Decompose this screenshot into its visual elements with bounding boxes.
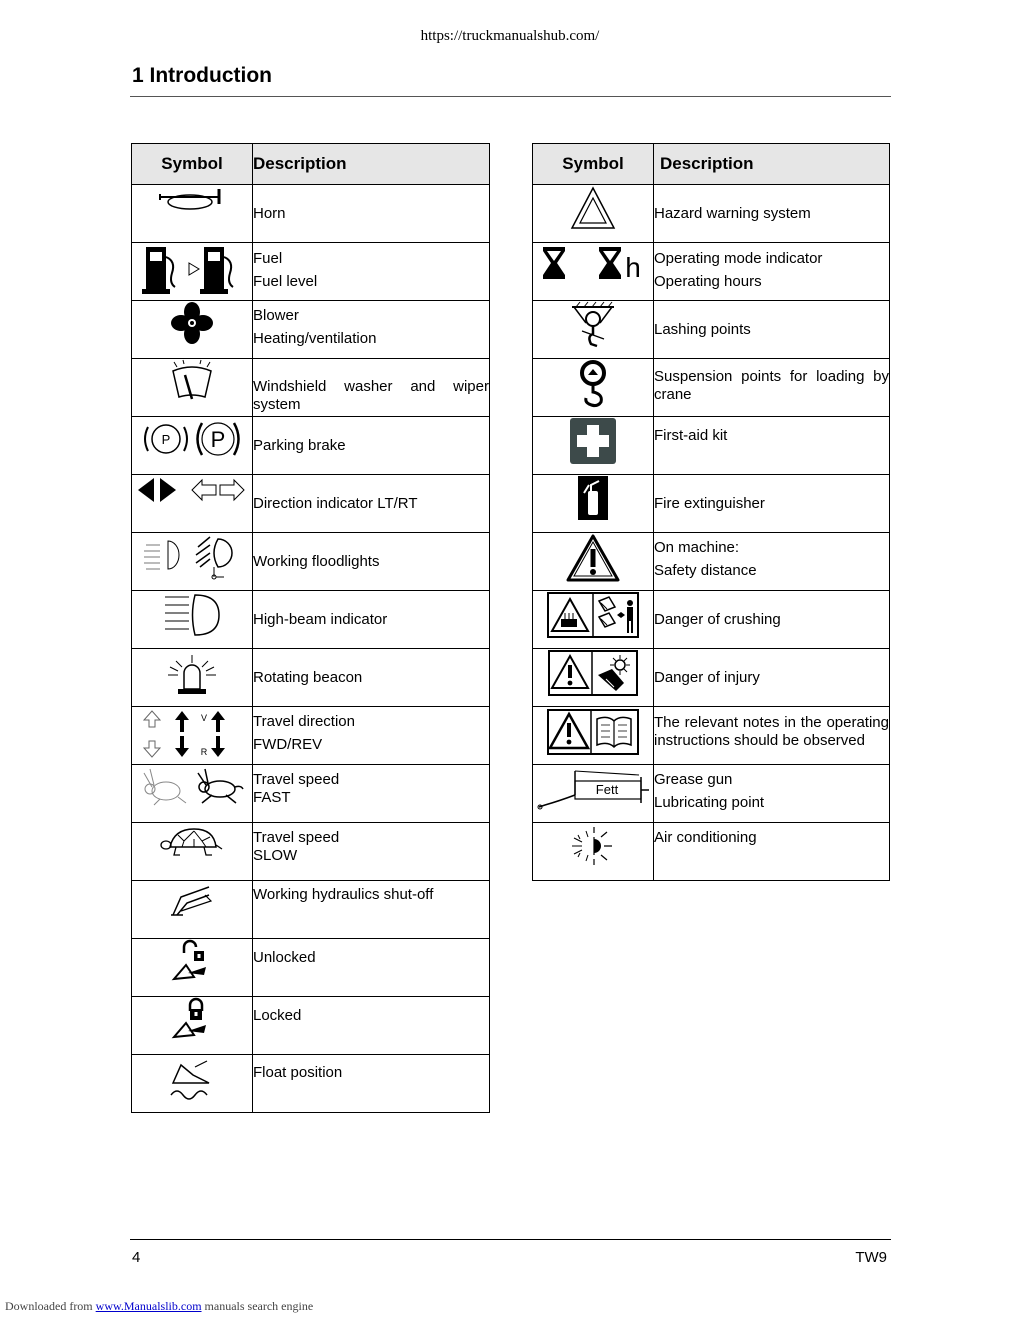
column-header-description: Description xyxy=(654,144,890,185)
description-cell xyxy=(654,417,890,475)
symbol-cell xyxy=(533,359,654,417)
symbol-cell xyxy=(533,533,654,591)
table-row xyxy=(132,417,490,475)
column-header-symbol: Symbol xyxy=(533,144,654,185)
table-row xyxy=(132,243,490,301)
table-row xyxy=(533,765,890,823)
table-row xyxy=(132,881,490,939)
footer-divider xyxy=(130,1239,891,1240)
description-line: Fuel level xyxy=(253,273,318,290)
description-line: Air conditioning xyxy=(654,829,757,846)
travel-direction-icon xyxy=(142,707,242,761)
symbol-cell xyxy=(533,707,654,765)
description-line: FWD/REV xyxy=(253,736,323,753)
description-line: Working hydraulics shut-off xyxy=(253,886,434,903)
table-header-row xyxy=(132,144,490,185)
description-cell xyxy=(654,475,890,533)
grease-gun-icon xyxy=(535,765,651,815)
symbol-cell xyxy=(132,997,253,1055)
description-cell xyxy=(654,823,890,881)
crushing-danger-icon xyxy=(547,591,639,639)
description-line: Operating hours xyxy=(654,273,762,290)
description-line: Unlocked xyxy=(253,949,316,966)
description-line: Windshield washer and wiper system xyxy=(253,378,489,413)
symbol-cell xyxy=(132,649,253,707)
description-line: Parking brake xyxy=(253,436,346,454)
symbol-cell xyxy=(533,649,654,707)
table-row xyxy=(132,765,490,823)
description-cell xyxy=(253,765,490,823)
description-line: Safety distance xyxy=(654,562,757,579)
crane-hook-icon xyxy=(576,359,610,409)
description-line: Locked xyxy=(253,1007,302,1024)
table-row xyxy=(132,591,490,649)
rabbit-icon xyxy=(138,765,246,809)
table-row xyxy=(533,301,890,359)
read-manual-icon xyxy=(547,707,639,757)
description-line: On machine: xyxy=(654,539,740,556)
fuel-icon xyxy=(142,243,242,297)
working-floodlight-icon xyxy=(142,533,242,581)
description-cell xyxy=(654,649,890,707)
description-cell xyxy=(253,301,490,359)
symbol-cell xyxy=(533,185,654,243)
symbol-cell xyxy=(132,707,253,765)
description-cell xyxy=(253,1055,490,1113)
description-cell xyxy=(253,185,490,243)
symbol-cell xyxy=(533,417,654,475)
table-row xyxy=(132,185,490,243)
symbol-cell xyxy=(132,475,253,533)
symbol-cell xyxy=(132,533,253,591)
air-conditioning-icon xyxy=(570,823,616,869)
description-cell xyxy=(253,243,490,301)
description-line: Lashing points xyxy=(654,320,751,338)
description-cell xyxy=(654,765,890,823)
description-line: Fire extinguisher xyxy=(654,494,765,512)
windshield-wiper-icon xyxy=(167,359,217,409)
symbol-table-left xyxy=(131,143,490,1113)
description-cell xyxy=(253,707,490,765)
description-line: Travel speed xyxy=(253,829,340,846)
description-line: Operating mode indicator xyxy=(654,250,823,267)
symbol-cell xyxy=(132,417,253,475)
unlocked-icon xyxy=(170,939,214,985)
table-header-row xyxy=(533,144,890,185)
description-line: Travel direction xyxy=(253,713,355,730)
title-divider xyxy=(130,96,891,97)
description-line: FAST xyxy=(253,789,291,806)
description-cell xyxy=(654,185,890,243)
description-line: Blower xyxy=(253,307,299,324)
parking-brake-icon xyxy=(142,417,242,461)
grease-gun-label: Fett xyxy=(595,782,619,797)
download-prefix: Downloaded from xyxy=(5,1299,93,1313)
symbol-cell xyxy=(132,939,253,997)
table-row xyxy=(132,997,490,1055)
description-line: Suspension points for loading by crane xyxy=(654,368,889,403)
warning-triangle-icon xyxy=(565,533,621,583)
injury-danger-icon xyxy=(548,649,638,697)
description-cell xyxy=(654,243,890,301)
symbol-table-right xyxy=(532,143,890,881)
description-line: Direction indicator LT/RT xyxy=(253,494,418,512)
float-position-icon xyxy=(167,1055,217,1101)
symbol-cell xyxy=(132,359,253,417)
hourglass-icon xyxy=(541,243,645,283)
symbol-cell xyxy=(533,591,654,649)
page-title: 1 Introduction xyxy=(132,64,272,87)
table-row xyxy=(533,707,890,765)
symbol-cell xyxy=(533,765,654,823)
description-line: Fuel xyxy=(253,250,283,267)
table-row xyxy=(533,185,890,243)
model-name: TW9 xyxy=(855,1249,887,1266)
description-cell xyxy=(654,533,890,591)
symbol-cell xyxy=(533,301,654,359)
description-line: Heating/ventilation xyxy=(253,330,377,347)
column-header-symbol: Symbol xyxy=(132,144,253,185)
symbol-cell xyxy=(132,243,253,301)
table-row xyxy=(132,707,490,765)
direction-indicator-icon xyxy=(136,475,248,505)
description-cell xyxy=(253,475,490,533)
manualslib-link[interactable]: www.Manualslib.com xyxy=(95,1299,202,1313)
table-row xyxy=(132,1055,490,1113)
description-line: Rotating beacon xyxy=(253,668,363,686)
symbol-cell xyxy=(132,301,253,359)
description-cell xyxy=(654,301,890,359)
symbol-cell xyxy=(533,475,654,533)
table-row xyxy=(533,533,890,591)
table-row xyxy=(132,359,490,417)
horn-icon xyxy=(157,185,227,215)
description-cell xyxy=(654,591,890,649)
description-cell xyxy=(654,707,890,765)
description-line: SLOW xyxy=(253,847,298,864)
table-row xyxy=(132,475,490,533)
description-line: Horn xyxy=(253,204,286,222)
description-line: Danger of injury xyxy=(654,668,760,686)
description-line: Float position xyxy=(253,1064,343,1081)
description-cell xyxy=(253,823,490,881)
description-line: The relevant notes in the operating instructions should be observed xyxy=(654,714,889,749)
description-cell xyxy=(253,533,490,591)
download-suffix: manuals search engine xyxy=(204,1299,314,1313)
fire-extinguisher-icon xyxy=(577,475,609,521)
description-cell xyxy=(654,359,890,417)
blower-fan-icon xyxy=(170,301,214,345)
turtle-icon xyxy=(160,823,224,861)
description-line: First-aid kit xyxy=(654,427,728,444)
description-cell xyxy=(253,997,490,1055)
first-aid-kit-icon xyxy=(569,417,617,465)
table-row xyxy=(132,649,490,707)
page-number: 4 xyxy=(132,1249,141,1266)
table-row xyxy=(132,823,490,881)
table-row xyxy=(132,939,490,997)
svg-text:P: P xyxy=(210,427,226,452)
high-beam-icon xyxy=(161,591,223,639)
hours-letter: h xyxy=(625,252,641,283)
table-row xyxy=(533,649,890,707)
column-header-description: Description xyxy=(253,144,490,185)
description-cell xyxy=(253,591,490,649)
description-line: Hazard warning system xyxy=(654,204,811,222)
description-line: Grease gun xyxy=(654,771,733,788)
symbol-cell xyxy=(132,881,253,939)
table-row xyxy=(533,475,890,533)
description-cell xyxy=(253,359,490,417)
hazard-warning-icon xyxy=(569,185,617,231)
description-cell xyxy=(253,939,490,997)
description-cell xyxy=(253,881,490,939)
download-note xyxy=(5,1299,313,1314)
description-line: Working floodlights xyxy=(253,552,380,570)
locked-icon xyxy=(170,997,214,1043)
svg-text:P: P xyxy=(161,432,171,447)
forward-letter: V xyxy=(200,713,208,723)
lashing-point-icon xyxy=(570,301,616,349)
symbol-cell xyxy=(132,1055,253,1113)
table-row xyxy=(533,823,890,881)
symbol-cell xyxy=(132,185,253,243)
source-url[interactable]: https://truckmanualshub.com/ xyxy=(420,28,600,44)
description-cell xyxy=(253,417,490,475)
symbol-cell xyxy=(132,823,253,881)
table-row xyxy=(132,533,490,591)
symbol-cell xyxy=(533,243,654,301)
table-row xyxy=(533,359,890,417)
symbol-cell xyxy=(533,823,654,881)
description-cell xyxy=(253,649,490,707)
description-line: High-beam indicator xyxy=(253,610,388,628)
symbol-cell xyxy=(132,765,253,823)
table-row xyxy=(533,243,890,301)
table-row xyxy=(533,591,890,649)
table-row xyxy=(132,301,490,359)
hydraulics-shutoff-icon xyxy=(167,881,217,921)
table-row xyxy=(533,417,890,475)
description-line: Danger of crushing xyxy=(654,610,781,628)
symbol-cell xyxy=(132,591,253,649)
reverse-letter: R xyxy=(200,747,208,757)
description-line: Travel speed xyxy=(253,771,340,788)
description-line: Lubricating point xyxy=(654,794,765,811)
rotating-beacon-icon xyxy=(164,649,220,699)
